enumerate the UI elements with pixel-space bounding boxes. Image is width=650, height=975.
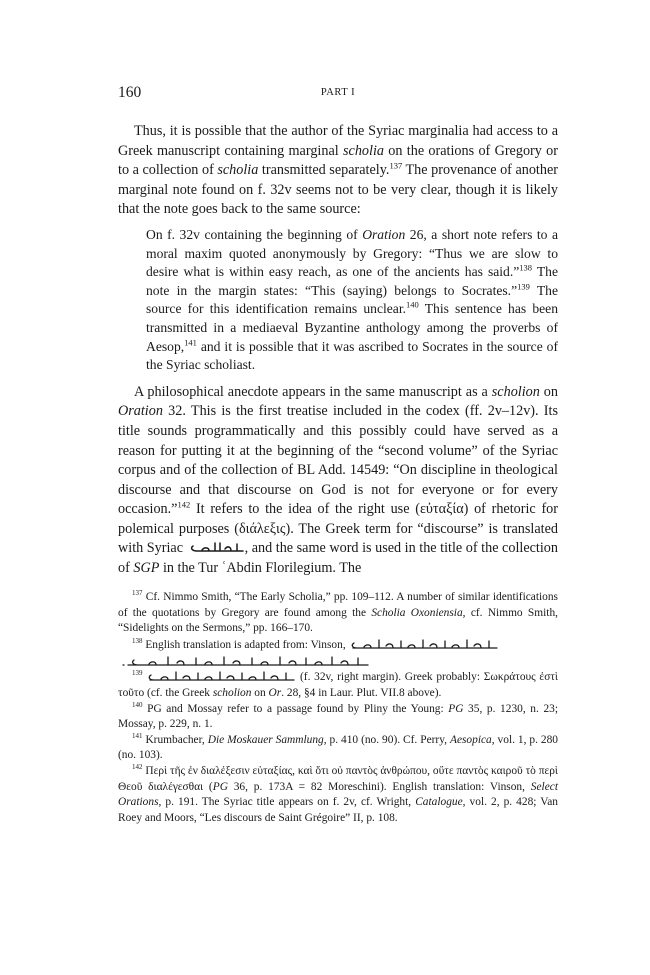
footnote-139: $^{139}$ (f. 32v, right margin). Greek probably: Σωκράτους ἐστὶ τοῦτο (cf. the Greek scholion on Or. 28, §4 in Laur. Plut. VII.8 above). [118, 669, 558, 699]
main-text [118, 122, 558, 579]
footnote-141: $^{141}$ Krumbacher, Die Moskauer Sammlung, p. 410 (no. 90). Cf. Perry, Aesopica, vol. 1, p. 280 (no. 103). [118, 731, 558, 762]
footnote-ref[interactable]: 141 [184, 337, 197, 347]
block-quote [146, 226, 558, 375]
page-number: 160 [118, 84, 142, 101]
footnote-138: $^{138}$ English translation is adapted from: Vinson, [118, 637, 558, 670]
footnote-ref[interactable]: 137 [389, 160, 403, 171]
footnotes [118, 590, 558, 826]
paragraph-2: A philosophical anecdote appears in the same manuscript as a scholion on Oration 32. This is the first treatise included in the codex (ff. 2v–12v). Its title sounds programmatically and this possibly could have served as a reason for putting it at the beginning of the “second volume” of the Syriac corpus and of the collection of BL Add. 14549: “On discipline in theological discourse and that discourse on God is not for everyone or for every occasion.”$^{142}$ It refers to the idea of the right use (εὐταξία) of rhetoric for polemical purposes (διάλεξις). The Greek term for “discourse” is translated with Syriac , and the same word is used in the title of the collection of SGP in the Tur ʿAbdin Florilegium. The [118, 383, 558, 577]
footnote-ref[interactable]: 140 [406, 299, 419, 310]
syriac-word-image [187, 540, 245, 554]
footnote-ref[interactable]: 142 [177, 499, 191, 510]
syriac-text-image [146, 669, 296, 683]
syriac-text-image [118, 653, 558, 669]
footnote-142: $^{142}$ Περὶ τῆς ἐν διαλέξεσιν εὐταξίας, καὶ ὅτι οὐ παντὸς ἀνθρώπου, οὔτε παντὸς καιροῦ τὸ περὶ Θεοῦ διαλέγεσθαι (PG 36, p. 173A = 82 Moreschini). English translation: Vinson, Select Orations, p. 191. The Syriac title appears on f. 2v, cf. Wright, Catalogue, vol. 2, p. 428; Van Roey and Moors, “Les discours de Saint Grégoire” II, p. 108. [118, 763, 558, 824]
paragraph-1: Thus, it is possible that the author of the Syriac marginalia had access to a Greek manuscript containing marginal scholia on the orations of Gregory or to a collection of scholia transmitted separately.$^{137}$ The provenance of another marginal note found on f. 32v seems not to be very clear, though it is likely that the note goes back to the same source: [118, 123, 558, 218]
footnote-140: $^{140}$ PG and Mossay refer to a passage found by Pliny the Young: PG 35, p. 1230, n. 23; Mossay, p. 229, n. 1. [118, 700, 558, 731]
block-quote-text: On f. 32v containing the beginning of Oration 26, a short note refers to a moral maxim quoted anonymously by Gregory: “Thus we are slow to desire what is within easy reach, as one of the ancients has said.”$^{138}$ The note in the margin states: “This (saying) belongs to Socrates.”$^{139}$ The source for this identification remains unclear.$^{140}$ This sentence has been transmitted in a mediaeval Byzantine anthology among the proverbs of Aesop,$^{141}$ and it is possible that it was ascribed to Socrates in the source of the Syriac scholiast. [146, 226, 559, 373]
footnote-137: $^{137}$ Cf. Nimmo Smith, “The Early Scholia,” pp. 109–112. A number of similar identifications of the quotations by Gregory are found among the Scholia Oxoniensia, cf. Nimmo Smith, “Sidelights on the Sermons,” pp. 166–170. [118, 589, 558, 635]
syriac-text-image [349, 637, 499, 651]
footnote-ref[interactable]: 139 [517, 281, 530, 292]
footnote-ref[interactable]: 138 [519, 262, 533, 273]
page-header [118, 84, 558, 104]
running-head: PART I [320, 87, 356, 98]
